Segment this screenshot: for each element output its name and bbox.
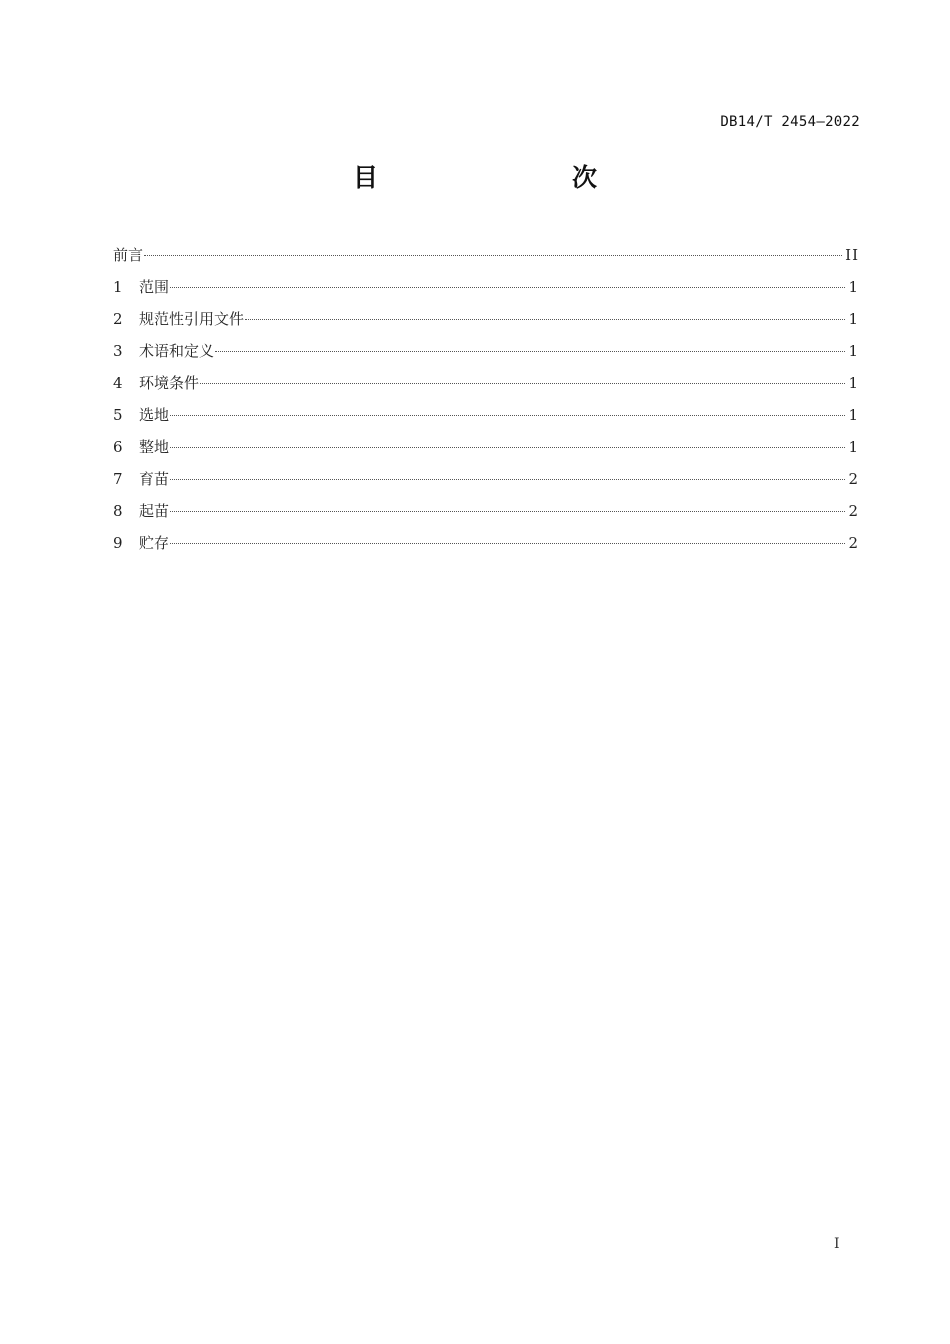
page-number: I — [834, 1236, 840, 1252]
toc-dot-leader — [215, 351, 845, 352]
toc-dot-leader — [144, 255, 842, 256]
toc-entry-number: 2 — [113, 310, 123, 328]
toc-entry-seedling-lifting[interactable] — [113, 500, 859, 532]
toc-entry-number: 3 — [113, 342, 123, 360]
toc-entry-page: 2 — [848, 470, 859, 488]
toc-entry-number: 1 — [113, 278, 123, 296]
toc-entry-normative-references[interactable] — [113, 308, 859, 340]
toc-entry-label: 贮存 — [139, 534, 170, 552]
toc-entry-number: 8 — [113, 502, 123, 520]
toc-entry-seedling-cultivation[interactable] — [113, 468, 859, 500]
standard-code: DB14/T 2454—2022 — [720, 114, 860, 130]
toc-entry-page: 1 — [848, 278, 859, 296]
toc-dot-leader — [170, 287, 845, 288]
toc-dot-leader — [170, 447, 845, 448]
toc-entry-label: 规范性引用文件 — [139, 310, 245, 328]
toc-entry-label: 育苗 — [139, 470, 170, 488]
toc-entry-label: 范围 — [139, 278, 170, 296]
toc-entry-foreword[interactable] — [113, 244, 859, 276]
toc-entry-label: 术语和定义 — [139, 342, 215, 360]
toc-entry-label: 前言 — [113, 246, 144, 264]
toc-entry-label: 起苗 — [139, 502, 170, 520]
toc-entry-page: 1 — [848, 342, 859, 360]
table-of-contents — [113, 244, 859, 564]
toc-dot-leader — [170, 479, 845, 480]
toc-entry-label: 环境条件 — [139, 374, 200, 392]
toc-entry-environmental-conditions[interactable] — [113, 372, 859, 404]
toc-entry-site-selection[interactable] — [113, 404, 859, 436]
toc-dot-leader — [170, 415, 845, 416]
toc-entry-storage[interactable] — [113, 532, 859, 564]
toc-entry-number: 5 — [113, 406, 123, 424]
toc-entry-label: 整地 — [139, 438, 170, 456]
toc-entry-page: 2 — [848, 502, 859, 520]
toc-dot-leader — [200, 383, 845, 384]
toc-entry-page: 2 — [848, 534, 859, 552]
toc-entry-label: 选地 — [139, 406, 170, 424]
toc-entry-terms-and-definitions[interactable] — [113, 340, 859, 372]
toc-entry-number: 6 — [113, 438, 123, 456]
toc-dot-leader — [170, 511, 845, 512]
toc-entry-number: 4 — [113, 374, 123, 392]
page-title: 目 次 — [352, 163, 645, 192]
toc-entry-page: 1 — [848, 438, 859, 456]
toc-entry-scope[interactable] — [113, 276, 859, 308]
toc-entry-number: 7 — [113, 470, 123, 488]
toc-dot-leader — [170, 543, 845, 544]
toc-dot-leader — [245, 319, 845, 320]
toc-entry-page: 1 — [848, 374, 859, 392]
toc-entry-page: II — [845, 246, 859, 264]
toc-entry-page: 1 — [848, 310, 859, 328]
toc-entry-number: 9 — [113, 534, 123, 552]
toc-entry-land-preparation[interactable] — [113, 436, 859, 468]
toc-entry-page: 1 — [848, 406, 859, 424]
